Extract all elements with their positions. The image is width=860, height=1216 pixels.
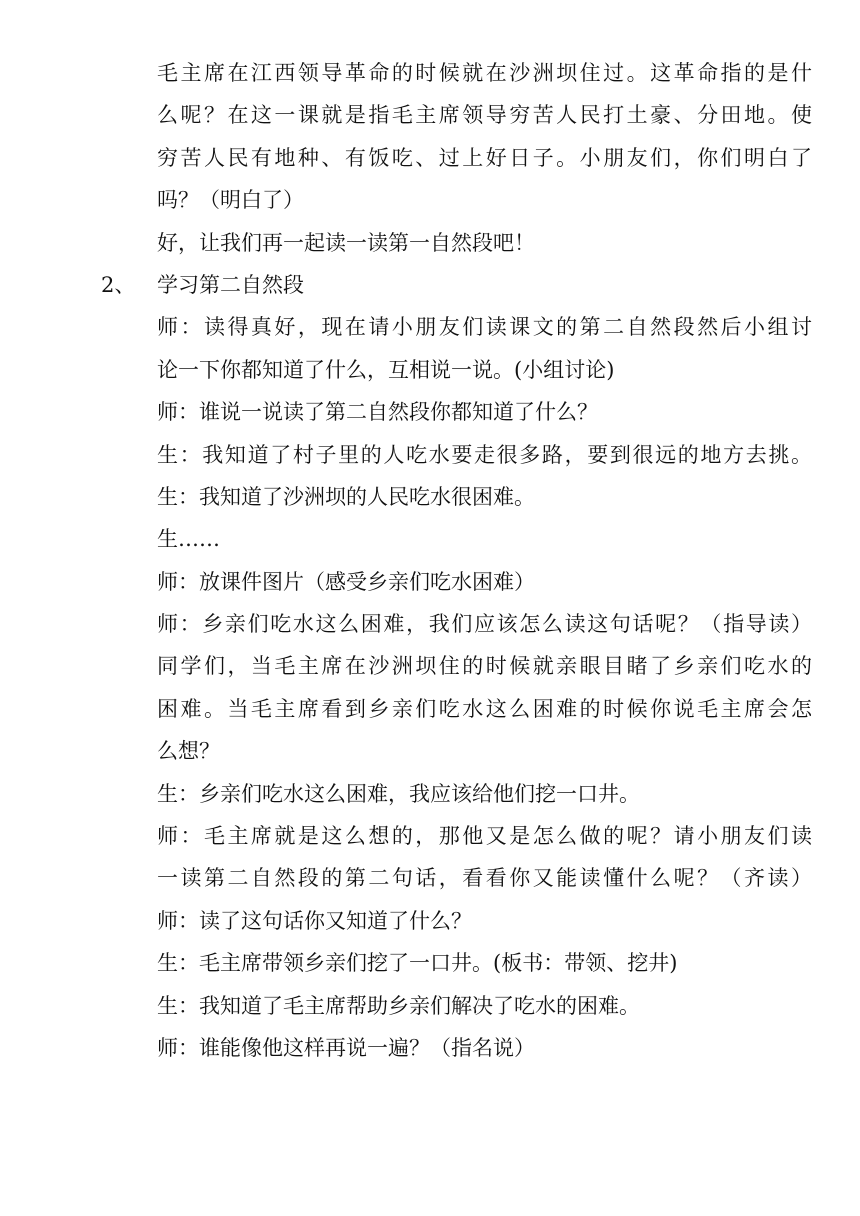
text-line xyxy=(157,773,812,815)
line-text: 师：读得真好，现在请小朋友们读课文的第二自然段然后小组讨 xyxy=(157,315,812,340)
line-text: 同学们，当毛主席在沙洲坝住的时候就亲眼目睹了乡亲们吃水的 xyxy=(157,654,812,679)
text-line xyxy=(157,561,812,603)
text-line xyxy=(157,815,812,857)
text-line xyxy=(157,306,812,348)
text-line xyxy=(157,94,812,136)
text-line xyxy=(157,985,812,1027)
text-line xyxy=(157,857,812,899)
text-line xyxy=(157,476,812,518)
line-text: 生：我知道了沙洲坝的人民吃水很困难。 xyxy=(157,484,535,509)
line-text: 师：读了这句话你又知道了什么？ xyxy=(157,908,472,933)
text-line xyxy=(157,603,812,645)
document-body xyxy=(101,52,812,1069)
text-line xyxy=(157,900,812,942)
line-text: 师：毛主席就是这么想的，那他又是怎么做的呢？请小朋友们读 xyxy=(157,824,812,849)
line-text: 生：我知道了村子里的人吃水要走很多路，要到很远的地方去挑。 xyxy=(157,442,812,467)
text-line xyxy=(157,645,812,687)
line-text: 好，让我们再一起读一读第一自然段吧！ xyxy=(157,230,535,255)
text-line xyxy=(157,688,812,730)
text-line xyxy=(157,1027,812,1069)
line-text: 学习第二自然段 xyxy=(157,272,304,297)
line-text: 穷苦人民有地种、有饭吃、过上好日子。小朋友们，你们明白了 xyxy=(157,145,812,170)
text-line xyxy=(157,137,812,179)
line-text: 师：谁说一说读了第二自然段你都知道了什么？ xyxy=(157,400,598,425)
line-text: 生…… xyxy=(157,527,220,552)
line-text: 一读第二自然段的第二句话，看看你又能读懂什么呢？（齐读） xyxy=(157,866,812,891)
text-line xyxy=(157,222,812,264)
line-text: 么呢？在这一课就是指毛主席领导穷苦人民打土豪、分田地。使 xyxy=(157,103,812,128)
line-text: 论一下你都知道了什么，互相说一说。(小组讨论) xyxy=(157,357,615,382)
line-text: 么想？ xyxy=(157,739,220,764)
section-heading xyxy=(101,264,812,306)
text-line xyxy=(157,391,812,433)
line-text: 困难。当毛主席看到乡亲们吃水这么困难的时候你说毛主席会怎 xyxy=(157,696,812,721)
line-text: 师：乡亲们吃水这么困难，我们应该怎么读这句话呢？（指导读） xyxy=(157,612,812,637)
text-line xyxy=(157,52,812,94)
text-line xyxy=(157,349,812,391)
line-text: 生：乡亲们吃水这么困难，我应该给他们挖一口井。 xyxy=(157,781,640,806)
line-text: 毛主席在江西领导革命的时候就在沙洲坝住过。这革命指的是什 xyxy=(157,61,812,85)
line-text: 生：毛主席带领乡亲们挖了一口井。(板书：带领、挖井) xyxy=(157,951,678,976)
text-line xyxy=(157,730,812,772)
text-line xyxy=(157,942,812,984)
text-line xyxy=(157,434,812,476)
section-number: 2、 xyxy=(101,272,136,297)
text-line xyxy=(157,518,812,560)
text-line xyxy=(157,179,812,221)
line-text: 师：放课件图片（感受乡亲们吃水困难） xyxy=(157,569,535,594)
line-text: 生：我知道了毛主席帮助乡亲们解决了吃水的困难。 xyxy=(157,993,640,1018)
line-text: 吗？（明白了） xyxy=(157,188,304,213)
line-text: 师：谁能像他这样再说一遍？（指名说） xyxy=(157,1035,535,1060)
